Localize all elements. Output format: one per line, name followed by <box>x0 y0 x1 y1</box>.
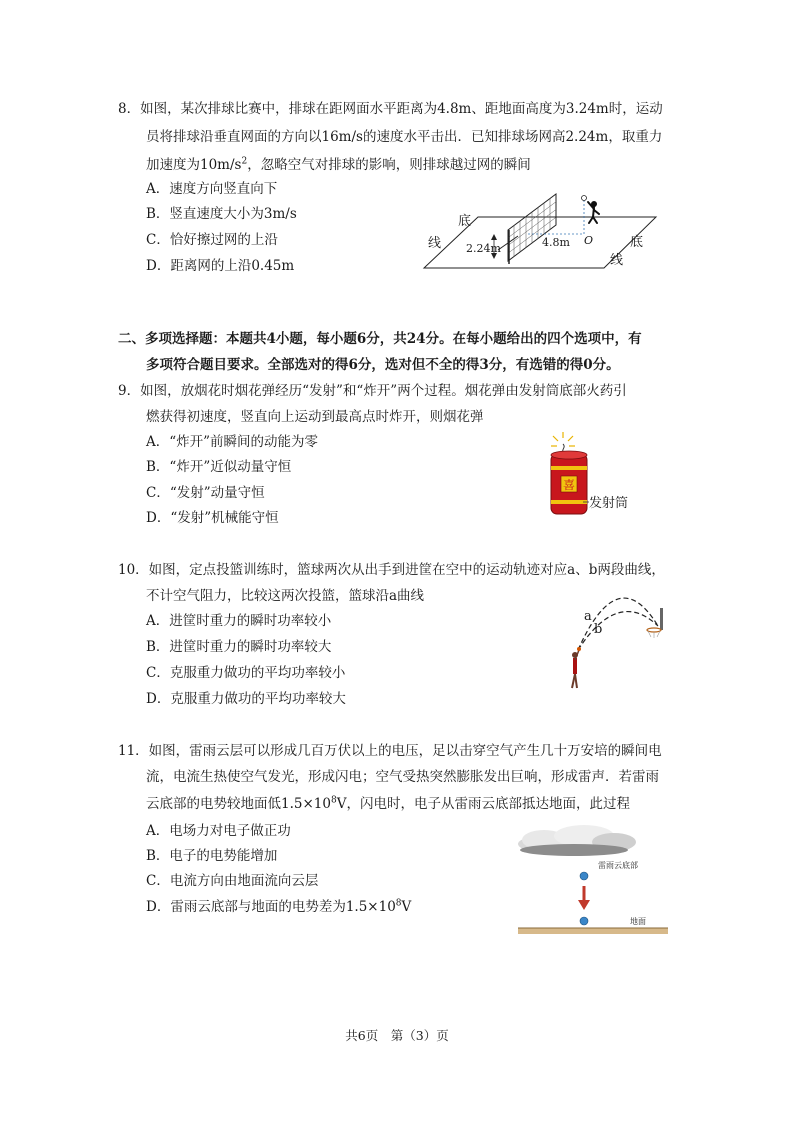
basketball-icon <box>577 647 581 651</box>
q9-option-b: B．“炸开”近似动量守恒 <box>146 459 292 475</box>
q8-option-c: C．恰好擦过网的上沿 <box>146 232 278 248</box>
trajectory-a <box>578 598 658 650</box>
q11-stem-superscript: 8 <box>330 795 337 806</box>
electron-bottom-icon <box>580 917 588 925</box>
q9-stem-line1: 9．如图，放烟花时烟花弹经历“发射”和“炸开”两个过程。烟花弹由发射筒底部火药引 <box>118 383 627 399</box>
spark-icon <box>551 432 575 446</box>
player-silhouette <box>588 201 599 223</box>
section2-title-line1: 二、多项选择题：本题共4小题，每小题6分，共24分。在每小题给出的四个选项中，有 <box>118 331 642 347</box>
q11-stem-line2: 流，电流生热使空气发光，形成闪电；空气受热突然膨胀发出巨响，形成雷声．若雷雨 <box>146 769 659 785</box>
q11-option-a: A．电场力对电子做正功 <box>146 823 291 839</box>
cloud-icon <box>518 825 636 856</box>
q10-option-c: C．克服重力做功的平均功率较小 <box>146 665 346 681</box>
volleyball-court-figure <box>420 190 660 275</box>
q11-stem-line3 <box>146 795 630 813</box>
label-di-left: 底 <box>458 214 472 229</box>
volleyball-ball <box>582 196 587 201</box>
q9-option-c: C．“发射”动量守恒 <box>146 485 265 501</box>
label-xian-right: 线 <box>610 253 624 268</box>
label-ground: 地面 <box>630 917 646 926</box>
shooter-figure <box>572 650 579 688</box>
q10-stem-line2: 不计空气阻力，比较这两次投篮，篮球沿a曲线 <box>146 588 425 604</box>
backboard <box>660 608 663 630</box>
q9-option-a: A．“炸开”前瞬间的动能为零 <box>146 434 319 450</box>
label-xian-left: 线 <box>428 236 442 251</box>
section2-title-line2: 多项符合题目要求。全部选对的得6分，选对但不全的得3分，有选错的得0分。 <box>146 357 620 373</box>
label-curve-b: b <box>594 622 603 637</box>
q8-stem-superscript: 2 <box>241 156 248 167</box>
q8-stem-line3 <box>146 156 531 174</box>
q11-stem-line3-b: V，闪电时，电子从雷雨云底部抵达地面，此过程 <box>336 796 630 812</box>
q9-option-d: D．“发射”机械能守恒 <box>146 510 279 526</box>
q10-stem-line1: 10．如图，定点投篮训练时，篮球两次从出手到进筐在空中的运动轨迹对应a、b两段曲线， <box>118 562 665 578</box>
q11-stem-line1: 11．如图，雷雨云层可以形成几百万伏以上的电压，足以击穿空气产生几十万安培的瞬间电 <box>118 743 662 759</box>
q11-option-d-a: D．雷雨云底部与地面的电势差为1.5×10 <box>146 899 396 915</box>
label-origin: O <box>584 234 594 247</box>
ground-strip <box>518 928 668 934</box>
emblem-character: 喜 <box>562 478 576 492</box>
q8-option-a: A．速度方向竖直向下 <box>146 181 278 197</box>
basketball-shot-figure <box>560 578 680 693</box>
label-net-height: 2.24m <box>466 242 501 255</box>
firework-tube-figure <box>545 430 665 520</box>
q8-stem-line3-b: ，忽略空气对排球的影响，则排球越过网的瞬间 <box>247 157 531 173</box>
q11-option-b: B．电子的电势能增加 <box>146 848 278 864</box>
q8-stem-line3-a: 加速度为10m/s <box>146 157 242 173</box>
label-di-right: 底 <box>630 235 644 250</box>
q11-stem-line3-a: 云底部的电势较地面低1.5×10 <box>146 796 331 812</box>
q11-option-c: C．电流方向由地面流向云层 <box>146 873 319 889</box>
q11-option-d <box>146 898 411 916</box>
tube-top <box>551 451 587 459</box>
label-distance: 4.8m <box>542 236 570 249</box>
q10-option-d: D．克服重力做功的平均功率较大 <box>146 691 346 707</box>
q11-option-d-b: V <box>401 899 412 915</box>
q8-stem-line1: 8．如图，某次排球比赛中，排球在距网面水平距离为4.8m、距地面高度为3.24m时，运动 <box>118 101 663 117</box>
q10-option-a: A．进筐时重力的瞬时功率较小 <box>146 613 332 629</box>
page-footer: 共6页 第（3）页 <box>345 1028 449 1043</box>
q10-option-b: B．进筐时重力的瞬时功率较大 <box>146 639 332 655</box>
label-cloud-bottom: 雷雨云底部 <box>598 861 638 870</box>
label-launch-tube: 发射筒 <box>589 496 629 511</box>
hoop-rim <box>647 628 661 632</box>
q8-stem-line2: 员将排球沿垂直网面的方向以16m/s的速度水平击出．已知排球场网高2.24m，取重力 <box>146 129 663 145</box>
q8-option-d: D．距离网的上沿0.45m <box>146 258 295 274</box>
q8-option-b: B．竖直速度大小为3m/s <box>146 206 297 222</box>
q9-stem-line2: 燃获得初速度，竖直向上运动到最高点时炸开，则烟花弹 <box>146 409 484 425</box>
tube-band-bottom <box>551 500 587 504</box>
tube-band-top <box>551 466 587 470</box>
q11-option-d-superscript: 8 <box>395 898 402 909</box>
electron-top-icon <box>580 872 588 880</box>
thundercloud-figure <box>514 822 674 940</box>
label-curve-a: a <box>584 609 592 624</box>
